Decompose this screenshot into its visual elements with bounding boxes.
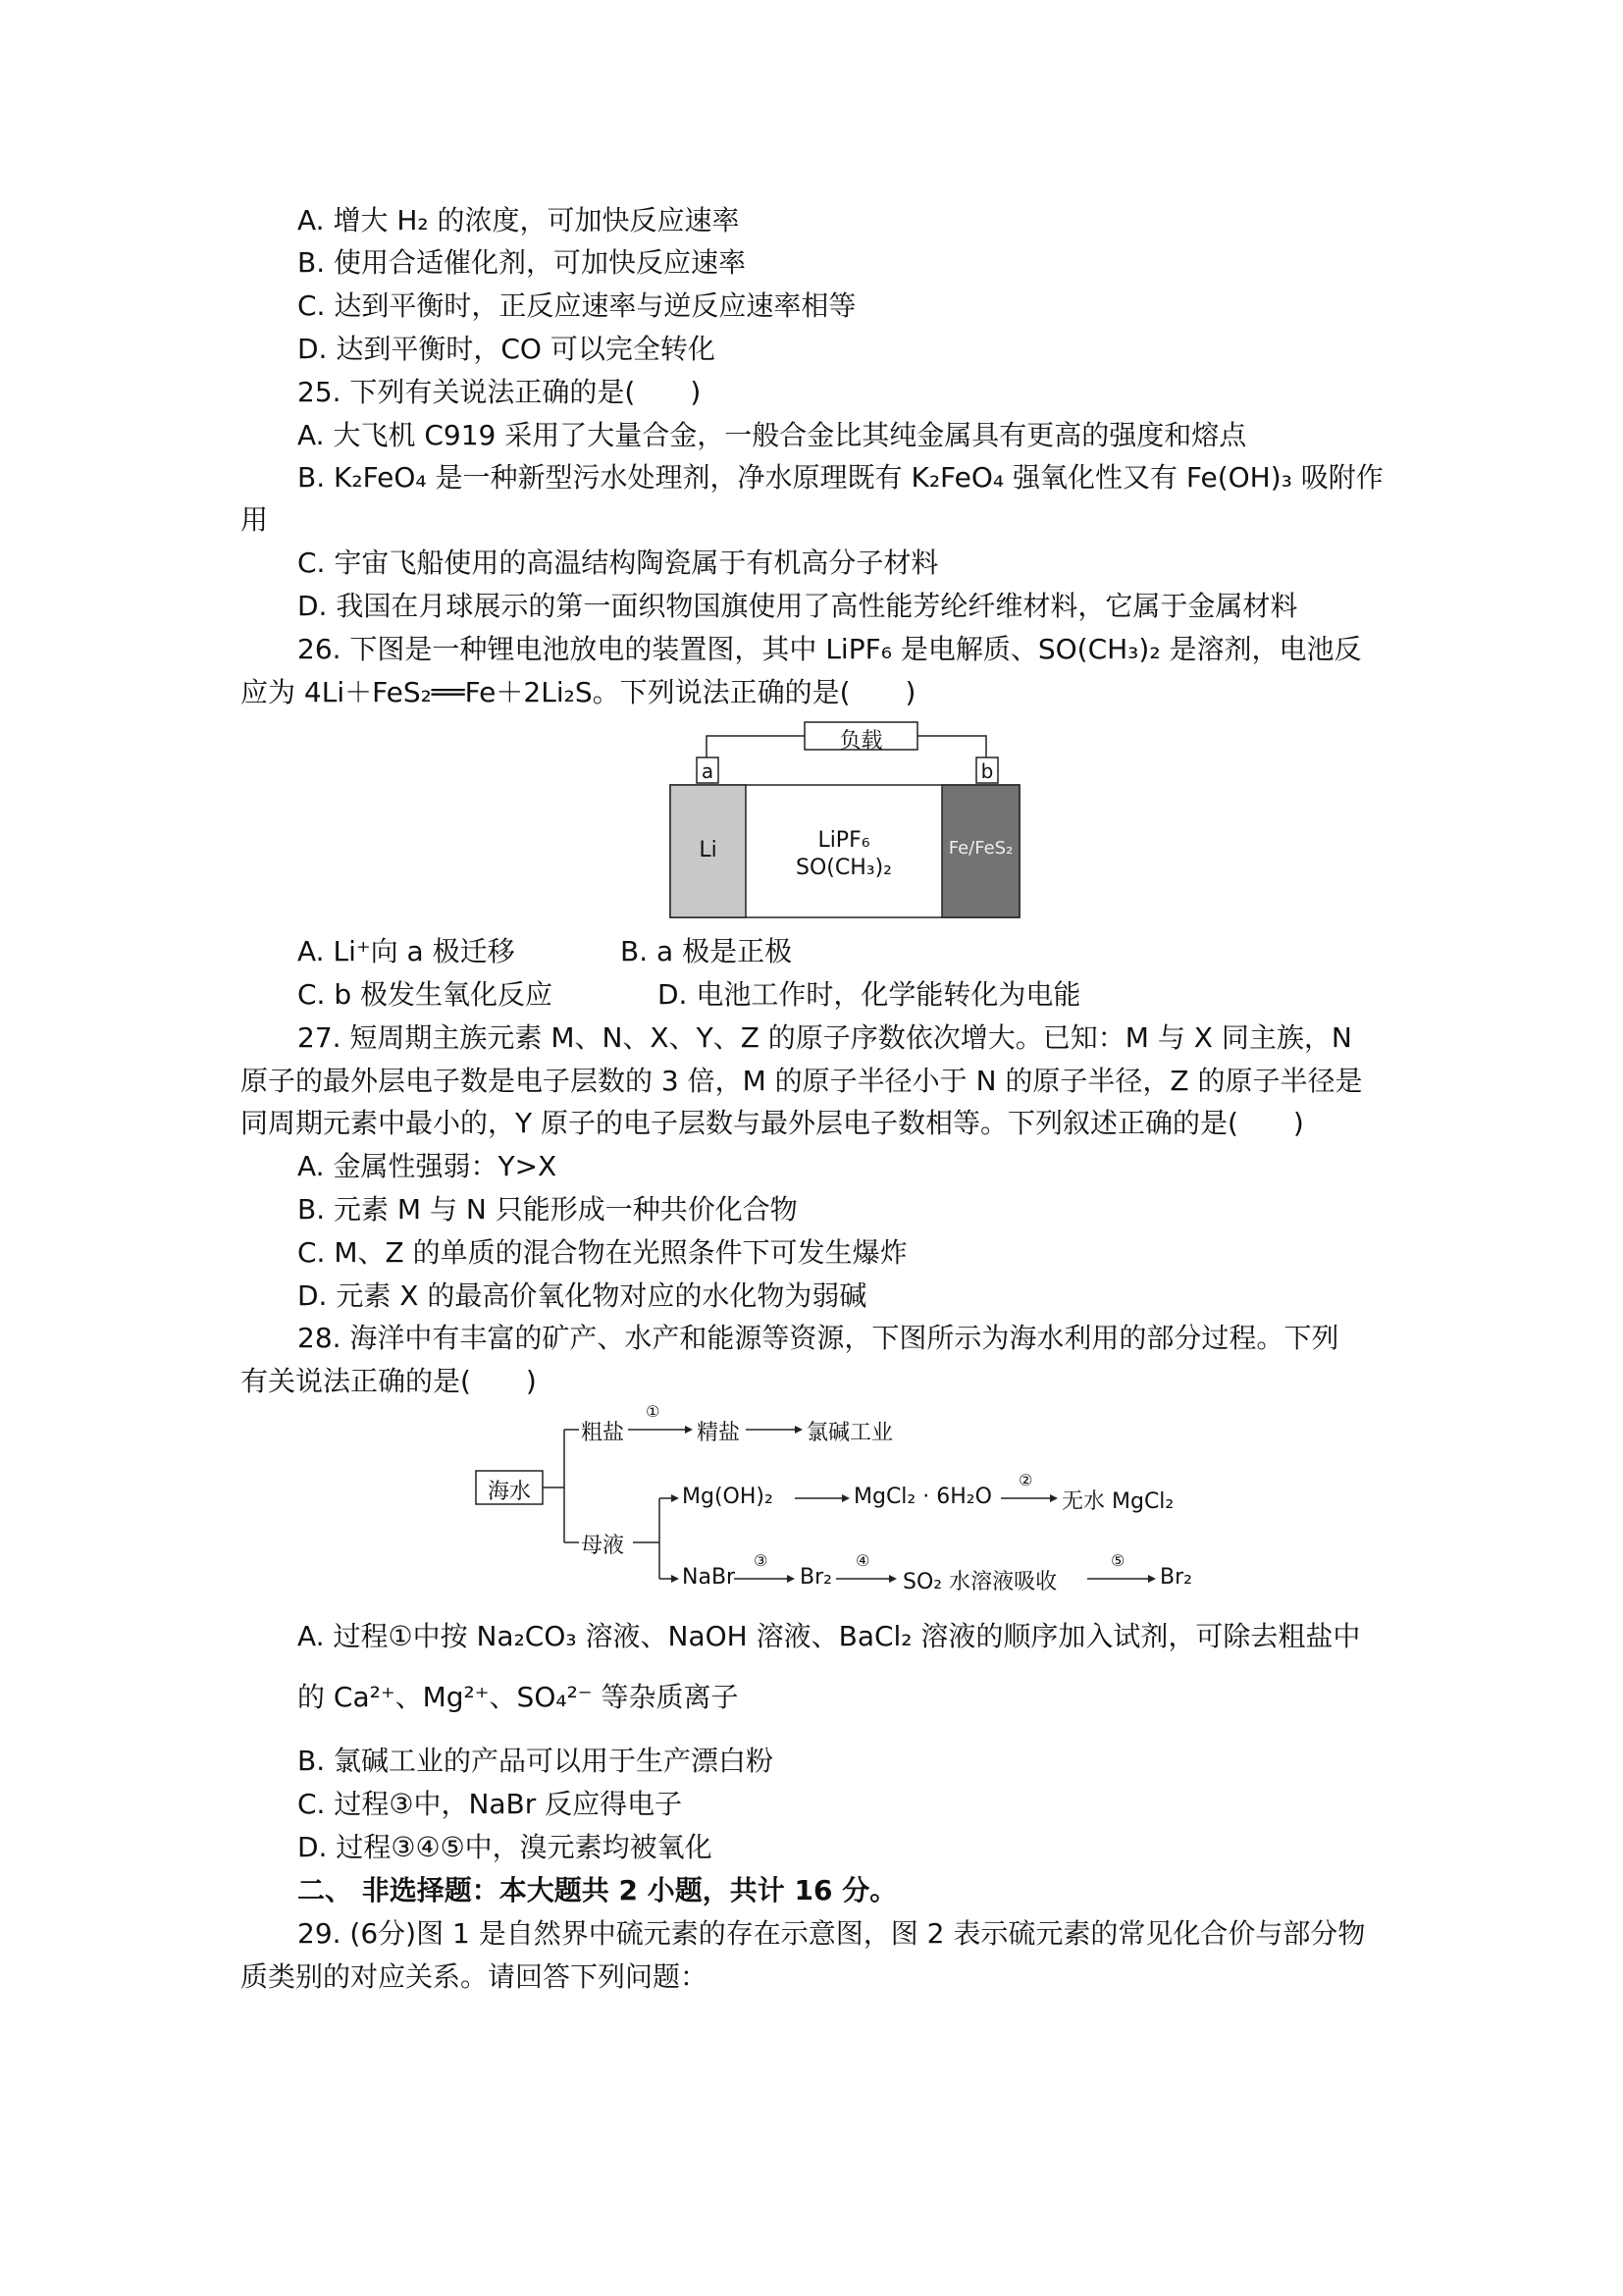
q26-option-a: A. Li⁺向 a 极迁移 (297, 935, 515, 967)
q25-option-b: B. K₂FeO₄ 是一种新型污水处理剂，净水原理既有 K₂FeO₄ 强氧化性又有 Fe(OH)₃ 吸附作 (297, 461, 1384, 494)
mgoh2-label: Mg(OH)₂ (682, 1485, 773, 1509)
q28-option-a-cont: 的 Ca²⁺、Mg²⁺、SO₄²⁻ 等杂质离子 (297, 1681, 739, 1713)
q26-option-d: D. 电池工作时，化学能转化为电能 (657, 978, 1081, 1011)
q27-option-d: D. 元素 X 的最高价氧化物对应的水化物为弱碱 (297, 1279, 867, 1312)
q27-stem-line2: 原子的最外层电子数是电子层数的 3 倍，M 的原子半径小于 N 的原子半径，Z 的原子半径是 (240, 1065, 1363, 1097)
q26-option-c: C. b 极发生氧化反应 (297, 978, 553, 1011)
anhydrous-mgcl2-label: 无水 MgCl₂ (1062, 1489, 1175, 1514)
seawater-label: 海水 (487, 1480, 531, 1504)
q28-option-a: A. 过程①中按 Na₂CO₃ 溶液、NaOH 溶液、BaCl₂ 溶液的顺序加入试剂，可除去粗盐中 (297, 1620, 1361, 1652)
q28-stem-line1: 28. 海洋中有丰富的矿产、水产和能源等资源，下图所示为海水利用的部分过程。下列 (297, 1322, 1339, 1354)
q26-stem-line1: 26. 下图是一种锂电池放电的装置图，其中 LiPF₆ 是电解质、SO(CH₃)₂ 是溶剂，电池反 (297, 633, 1362, 665)
step-4-label: ④ (856, 1551, 870, 1570)
q25-stem: 25. 下列有关说法正确的是( ) (297, 376, 702, 408)
q28-option-c: C. 过程③中，NaBr 反应得电子 (297, 1788, 683, 1820)
q28-stem-line2: 有关说法正确的是( ) (240, 1365, 537, 1397)
crude-salt-label: 粗盐 (581, 1421, 625, 1445)
electrolyte-label-2: SO(CH₃)₂ (796, 856, 892, 880)
q25-option-b-cont: 用 (240, 503, 269, 536)
chlor-alkali-label: 氯碱工业 (807, 1421, 894, 1445)
q26-stem-line2: 应为 4Li＋FeS₂══Fe＋2Li₂S。下列说法正确的是( ) (240, 676, 916, 708)
q27-option-a: A. 金属性强弱：Y>X (297, 1150, 557, 1182)
refined-salt-label: 精盐 (697, 1421, 741, 1445)
q27-option-b: B. 元素 M 与 N 只能形成一种共价化合物 (297, 1193, 798, 1226)
q29-stem-line1: 29. (6分)图 1 是自然界中硫元素的存在示意图，图 2 表示硫元素的常见化合价与部分物 (297, 1917, 1366, 1950)
br2-b-label: Br₂ (1160, 1565, 1192, 1590)
q27-option-c: C. M、Z 的单质的混合物在光照条件下可发生爆炸 (297, 1236, 908, 1269)
nabr-label: NaBr (682, 1565, 736, 1590)
load-label: 负载 (839, 729, 883, 754)
q25-option-c: C. 宇宙飞船使用的高温结构陶瓷属于有机高分子材料 (297, 547, 939, 579)
q24-option-d: D. 达到平衡时，CO 可以完全转化 (297, 333, 715, 365)
lithium-electrode-label: Li (699, 838, 717, 862)
q26-option-b: B. a 极是正极 (620, 935, 793, 967)
mother-liquor-label: 母液 (581, 1534, 625, 1558)
step-2-label: ② (1019, 1471, 1033, 1489)
q27-stem-line1: 27. 短周期主族元素 M、N、X、Y、Z 的原子序数依次增大。已知：M 与 X 同主族，N (297, 1021, 1352, 1054)
q28-option-b: B. 氯碱工业的产品可以用于生产漂白粉 (297, 1745, 774, 1777)
step-5-label: ⑤ (1111, 1551, 1126, 1570)
step-1-label: ① (646, 1402, 660, 1421)
q24-option-b: B. 使用合适催化剂，可加快反应速率 (297, 246, 747, 279)
mgcl2-hydrate-label: MgCl₂ · 6H₂O (854, 1485, 992, 1509)
so2-absorb-label: SO₂ 水溶液吸收 (903, 1570, 1058, 1594)
electrolyte-label-1: LiPF₆ (817, 828, 870, 853)
step-3-label: ③ (754, 1551, 768, 1570)
battery-diagram (662, 718, 1030, 924)
section-2-heading: 二、 非选择题：本大题共 2 小题，共计 16 分。 (297, 1874, 898, 1906)
q24-option-c: C. 达到平衡时，正反应速率与逆反应速率相等 (297, 289, 857, 322)
br2-a-label: Br₂ (800, 1565, 832, 1590)
terminal-b-label: b (980, 759, 994, 783)
seawater-flow-diagram (471, 1402, 1276, 1599)
terminal-a-label: a (701, 759, 714, 783)
q25-option-d: D. 我国在月球展示的第一面织物国旗使用了高性能芳纶纤维材料，它属于金属材料 (297, 590, 1298, 622)
q25-option-a: A. 大飞机 C919 采用了大量合金，一般合金比其纯金属具有更高的强度和熔点 (297, 419, 1247, 451)
q27-stem-line3: 同周期元素中最小的，Y 原子的电子层数与最外层电子数相等。下列叙述正确的是( ) (240, 1107, 1304, 1139)
q28-option-d: D. 过程③④⑤中，溴元素均被氧化 (297, 1831, 712, 1863)
q29-stem-line2: 质类别的对应关系。请回答下列问题： (240, 1960, 708, 1993)
q24-option-a: A. 增大 H₂ 的浓度，可加快反应速率 (297, 204, 740, 236)
fe-fes2-electrode-label: Fe/FeS₂ (948, 838, 1014, 859)
